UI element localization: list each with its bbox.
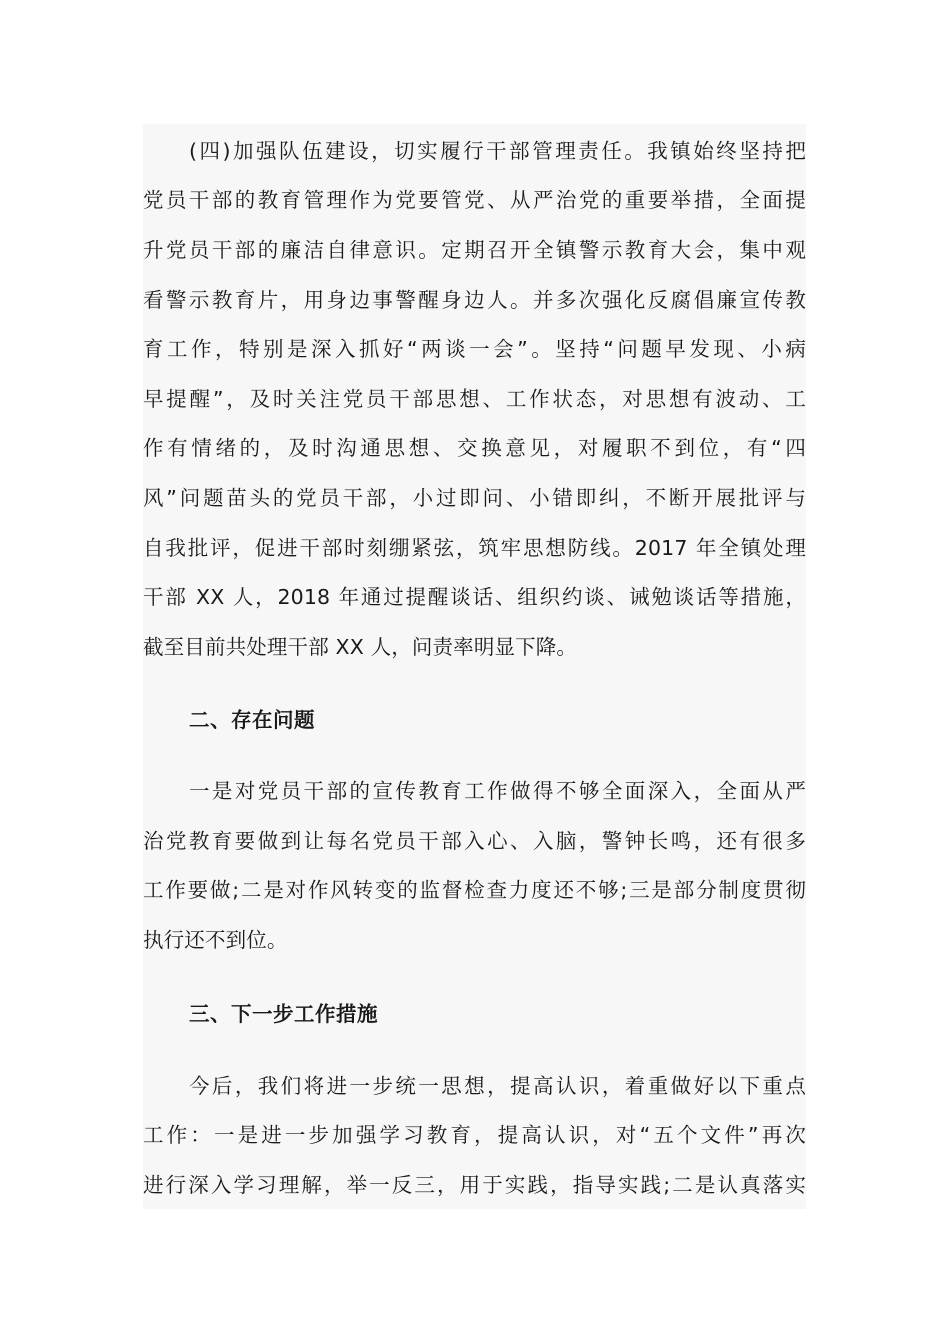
paragraph-line: 一是对党员干部的宣传教育工作做得不够全面深入，全面从严 xyxy=(189,779,806,803)
paragraph-line: 升党员干部的廉洁自律意识。定期召开全镇警示教育大会，集中观 xyxy=(143,238,806,262)
paragraph-line: 看警示教育片，用身边事警醒身边人。并多次强化反腐倡廉宣传教 xyxy=(143,288,806,312)
paragraph-line: 党员干部的教育管理作为党要管党、从严治党的重要举措，全面提 xyxy=(143,188,806,212)
paragraph-line: 自我批评，促进干部时刻绷紧弦，筑牢思想防线。2017 年全镇处理 xyxy=(143,536,806,560)
paragraph-line: 作有情绪的，及时沟通思想、交换意见，对履职不到位，有“四 xyxy=(143,436,806,460)
section-heading: 三、下一步工作措施 xyxy=(189,1002,378,1026)
paragraph-line: 早提醒”，及时关注党员干部思想、工作状态，对思想有波动、工 xyxy=(143,387,806,411)
section-heading: 二、存在问题 xyxy=(189,708,315,732)
paragraph-line: 今后，我们将进一步统一思想，提高认识，着重做好以下重点 xyxy=(189,1074,806,1098)
paragraph-line: (四)加强队伍建设，切实履行干部管理责任。我镇始终坚持把 xyxy=(189,139,806,163)
paragraph-line: 截至目前共处理干部 XX 人，问责率明显下降。 xyxy=(143,635,578,659)
paragraph-line: 执行还不到位。 xyxy=(143,928,288,952)
paragraph-line: 进行深入学习理解，举一反三，用于实践，指导实践;二是认真落实 xyxy=(143,1173,806,1197)
paragraph-line: 工作：一是进一步加强学习教育，提高认识，对“五个文件”再次 xyxy=(143,1123,806,1147)
paragraph-line: 干部 XX 人，2018 年通过提醒谈话、组织约谈、诫勉谈话等措施， xyxy=(143,585,806,609)
paragraph-line: 风”问题苗头的党员干部，小过即问、小错即纠，不断开展批评与 xyxy=(143,486,806,510)
paragraph-line: 治党教育要做到让每名党员干部入心、入脑，警钟长鸣，还有很多 xyxy=(143,829,806,853)
paragraph-line: 育工作，特别是深入抓好“两谈一会”。坚持“问题早发现、小病 xyxy=(143,337,806,361)
paragraph-line: 工作要做;二是对作风转变的监督检查力度还不够;三是部分制度贯彻 xyxy=(143,878,806,902)
